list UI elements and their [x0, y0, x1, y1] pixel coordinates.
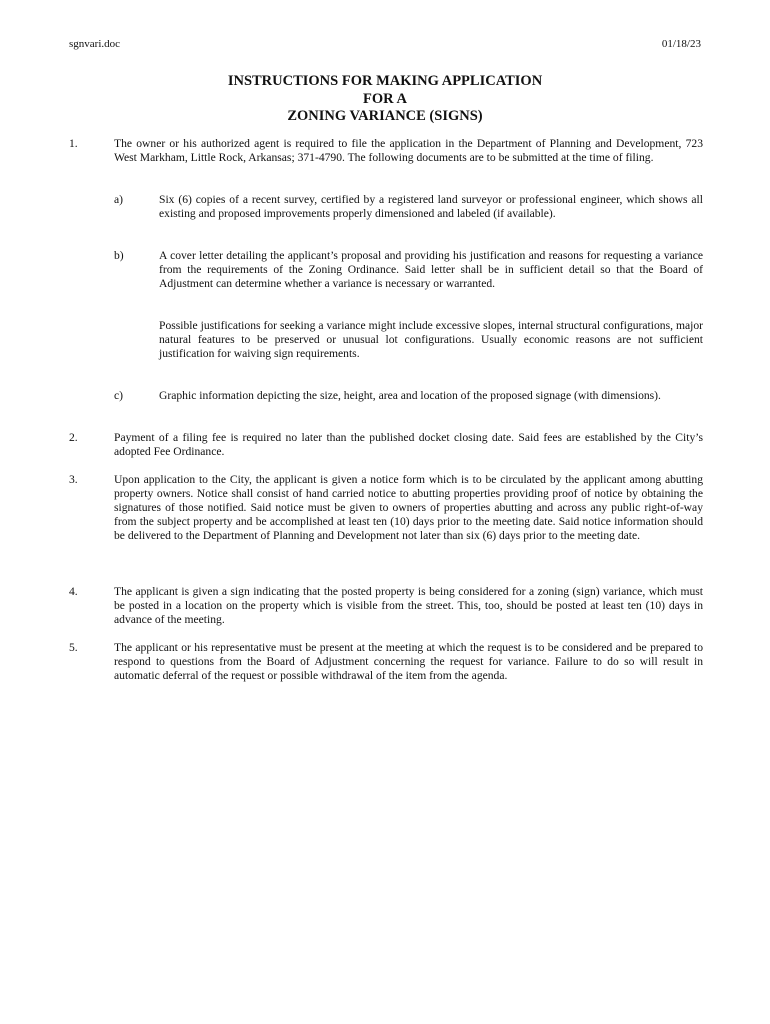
instruction-item-4 [69, 585, 703, 627]
item-text: The applicant is given a sign indicating that the posted property is being considered for a zoning (sign) variance, which must be posted in a location on the property which is visible from the street. This, too, should be posted at least ten (10) days in advance of the meeting. [114, 585, 703, 626]
justification-paragraph: Possible justifications for seeking a variance might include excessive slopes, internal structural configurations, major natural features to be preserved or unusual lot configurations. Usually economic reasons are not sufficient justification for waiving sign requirements. [159, 319, 703, 360]
subitem-c [114, 389, 703, 403]
subitem-text: Graphic information depicting the size, height, area and location of the proposed signage (with dimensions). [159, 389, 661, 402]
document-title [0, 73, 770, 126]
subitem-text: A cover letter detailing the applicant’s proposal and providing his justification and reasons for requesting a variance from the requirements of the Zoning Ordinance. Said letter shall be in sufficient detail so that the Board of Adjustment can determine whether a variance is necessary or warranted. [159, 249, 703, 290]
item-number: 1. [69, 137, 78, 150]
item-text: Payment of a filing fee is required no later than the published docket closing date. Said fees are established by the City’s adopted Fee Ordinance. [114, 431, 703, 458]
subitem-letter: c) [114, 389, 124, 402]
title-line-3: ZONING VARIANCE (SIGNS) [287, 108, 483, 124]
instruction-item-3 [69, 473, 703, 543]
subitem-text: Six (6) copies of a recent survey, certified by a registered land surveyor or professional engineer, which shows all existing and proposed improvements properly dimensioned and labeled (if available). [159, 193, 703, 220]
subitem-letter: a) [114, 193, 124, 206]
item-number: 5. [69, 641, 78, 654]
instruction-item-1 [69, 137, 703, 165]
subitem-b [114, 249, 703, 291]
subitem-a [114, 193, 703, 221]
item-number: 4. [69, 585, 78, 598]
title-line-1: INSTRUCTIONS FOR MAKING APPLICATION [227, 73, 543, 89]
header-date: 01/18/23 [661, 38, 701, 50]
item-number: 2. [69, 431, 78, 444]
instruction-item-5 [69, 641, 703, 683]
item-number: 3. [69, 473, 78, 486]
item-text: Upon application to the City, the applicant is given a notice form which is to be circulated by the applicant among abutting property owners. Notice shall consist of hand carried notice to abutting properties providing proof of notice by obtaining the signatures of those notified. Said notice must be given to owners of properties abutting and across any public right-of-way from the subject property and be accomplished at least ten (10) days prior to the meeting date. Said notice information should be delivered to the Department of Planning and Development not later than six (6) days prior to the meeting date. [114, 473, 703, 542]
title-line-2: FOR A [363, 90, 407, 107]
item-text: The applicant or his representative must be present at the meeting at which the request is to be considered and be prepared to respond to questions from the Board of Adjustment concerning the request for variance. Failure to do so will result in automatic deferral of the request or possible withdrawal of the item from the agenda. [114, 641, 703, 682]
header-filename: sgnvari.doc [69, 38, 121, 50]
subitem-letter: b) [114, 249, 124, 262]
item-text: The owner or his authorized agent is required to file the application in the Department of Planning and Development, 723 West Markham, Little Rock, Arkansas; 371-4790. The following documents are to be submitted at the time of filing. [114, 137, 703, 164]
instruction-item-2 [69, 431, 703, 459]
